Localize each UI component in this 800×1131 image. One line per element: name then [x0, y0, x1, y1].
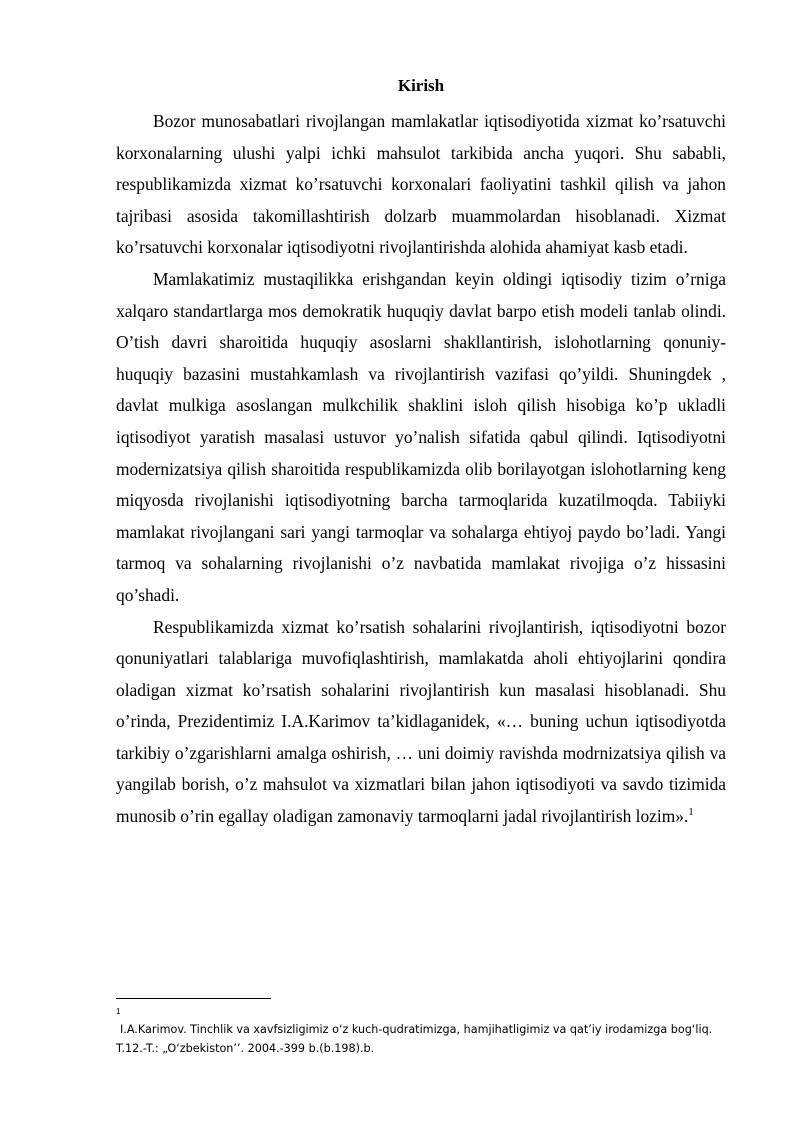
- paragraph-1: Bozor munosabatlari rivojlangan mamlakatlar iqtisodiyotida xizmat ko’rsatuvchi korxonalarning ulushi yalpi ichki mahsulot tarkibida ancha yuqori. Shu sababli, respublikamizda xizmat ko’rsatuvchi korxonalari faoliyatini tashkil qilish va jahon tajribasi asosida takomillashtirish dolzarb muammolardan hisoblanadi. Xizmat ko’rsatuvchi korxonalar iqtisodiyotni rivojlantirishda alohida ahamiyat kasb etadi.: [116, 111, 726, 258]
- footnote-separator: [116, 998, 271, 999]
- footnote-reference[interactable]: 1: [688, 806, 694, 819]
- footnote-text: I.A.Karimov. Tinchlik va xavfsizligimiz o‘z kuch-qudratimizga, hamjihatligimiz va qat’iy irodamizga bog‘liq. T.12.-T.: „O‘zbekiston’’. 2004.-399 b.(b.198).b.: [116, 1023, 713, 1055]
- paragraph-3: [116, 612, 726, 833]
- page-title: Kirish: [397, 76, 445, 95]
- paragraph-2: Mamlakatimiz mustaqilikka erishgandan keyin oldingi iqtisodiy tizim o’rniga xalqaro standartlarga mos demokratik huquqiy davlat barpo etish modeli tanlab olindi. O’tish davri sharoitida huquqiy asoslarni shakllantirish, islohotlarning qonuniy-huquqiy bazasini mustahkamlash va rivojlantirish vazifasi qo’yildi. Shuningdek , davlat mulkiga asoslangan mulkchilik shaklini isloh qilish hisobiga ko’p ukladli iqtisodiyot yaratish masalasi ustuvor yo’nalish sifatida qabul qilindi. Iqtisodiyotni modernizatsiya qilish sharoitida respublikamizda olib borilayotgan islohotlarning keng miqyosda rivojlanishi iqtisodiyotning barcha tarmoqlarida kuzatilmoqda. Tabiiyki mamlakat rivojlangani sari yangi tarmoqlar va sohalarga ehtiyoj paydo bo’ladi. Yangi tarmoq va sohalarning rivojlanishi o’z navbatida mamlakat rivojiga o’z hissasini qo’shadi.: [116, 268, 726, 605]
- body-text: [116, 106, 726, 833]
- paragraph-3-text: Respublikamizda xizmat ko’rsatish sohalarini rivojlantirish, iqtisodiyotni bozor qonuniyatlari talablariga muvofiqlashtirish, mamlakatda aholi ehtiyojlarini qondira oladigan xizmat ko’rsatish sohalarini rivojlantirish kun masalasi hisoblanadi. Shu o’rinda, Prezidentimiz I.A.Karimov ta’kidlaganidek, «… buning uchun iqtisodiyotda tarkibiy o’zgarishlarni amalga oshirish, … uni doimiy ravishda modrnizatsiya qilish va yangilab borish, o’z mahsulot va xizmatlari bilan jahon iqtisodiyoti va savdo tizimida munosib o’rin egallay oladigan zamonaviy tarmoqlarni jadal rivojlantirish lozim».: [116, 616, 726, 827]
- footnote-marker: 1: [116, 1007, 121, 1016]
